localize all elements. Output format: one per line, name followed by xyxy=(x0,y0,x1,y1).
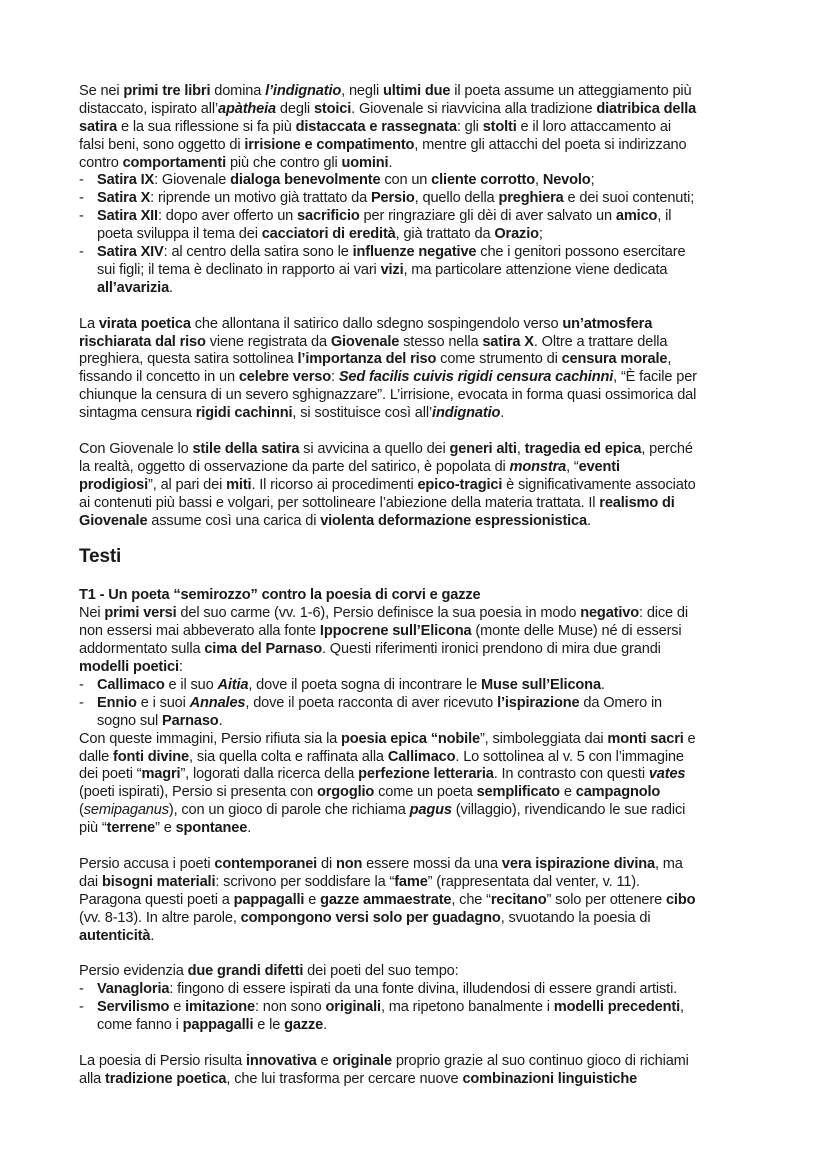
text-run: ; xyxy=(538,226,543,243)
list-item xyxy=(79,190,779,208)
text-run: che allontana il satirico dallo sdegno sospingendolo verso xyxy=(190,315,563,332)
emphasis-text: campagnolo xyxy=(575,784,661,801)
text-run: , perché xyxy=(641,441,693,458)
text-run: ), con un gioco di parole che richiama xyxy=(168,802,410,819)
text-run: sintagma censura xyxy=(79,405,196,422)
emphasis-text: cibo xyxy=(665,891,696,908)
text-run: . xyxy=(169,279,173,296)
text-run: dei poeti del suo tempo: xyxy=(303,963,459,980)
text-run: ”, al pari dei xyxy=(148,476,227,493)
text-run: poeta sviluppa il tema dei xyxy=(97,226,262,243)
text-run: più che contro gli xyxy=(226,154,342,171)
text-line xyxy=(79,513,779,531)
text-line xyxy=(79,477,779,495)
emphasis-text: Nevolo xyxy=(542,172,591,189)
emphasis-text: l’importanza del riso xyxy=(297,351,437,368)
emphasis-text: imitazione xyxy=(185,999,255,1016)
text-run: ”, logorati dalla ricerca della xyxy=(180,766,359,783)
text-run: : Giovenale xyxy=(154,172,231,189)
emphasis-text: perfezione letteraria xyxy=(358,766,494,783)
paragraph xyxy=(79,963,779,1035)
text-run: di xyxy=(317,855,336,872)
text-line xyxy=(79,119,779,137)
emphasis-text: censura morale xyxy=(561,351,668,368)
emphasis-text: stoici xyxy=(313,100,352,117)
emphasis-text: influenze negative xyxy=(352,244,477,261)
text-line xyxy=(79,641,779,659)
emphasis-text: autenticità xyxy=(79,927,151,944)
text-run: ; xyxy=(590,172,595,189)
emphasis-text: Orazio xyxy=(494,226,539,243)
list-item xyxy=(79,172,779,190)
text-run: , che “ xyxy=(451,891,491,908)
emphasis-text: modelli precedenti xyxy=(553,999,681,1016)
text-run: . Giovenale si riavvicina alla tradizione xyxy=(351,100,597,117)
text-run: La poesia di Persio risulta xyxy=(79,1052,246,1069)
text-line xyxy=(79,101,779,119)
text-run: e il suo xyxy=(164,676,218,693)
text-run: , “È facile per xyxy=(613,369,697,386)
emphasis-text: Muse sull’Elicona xyxy=(481,676,601,693)
emphasis-text: epico-tragici xyxy=(417,476,503,493)
text-run: , svuotando la poesia di xyxy=(500,909,651,926)
text-run: non essersi mai abbeverato alla fonte xyxy=(79,623,320,640)
text-run: . xyxy=(150,927,155,944)
text-line xyxy=(79,316,779,334)
text-line xyxy=(79,262,779,280)
emphasis-text: ultimi due xyxy=(382,83,451,99)
emphasis-text: compongono versi solo per guadagno xyxy=(240,909,501,926)
text-run: è significativamente associato xyxy=(502,476,696,493)
text-run: con un xyxy=(380,172,432,189)
bullet-dash: - xyxy=(79,190,84,207)
text-line xyxy=(79,605,779,623)
emphasis-text: apàtheia xyxy=(218,100,277,117)
text-run: La xyxy=(79,315,99,332)
text-run: , xyxy=(516,441,525,458)
emphasis-text: prodigiosi xyxy=(79,476,149,493)
text-run: , sia quella colta e raffinata alla xyxy=(189,748,388,765)
list-item xyxy=(79,981,779,999)
text-line xyxy=(79,1017,779,1035)
text-run: alla xyxy=(79,1070,106,1087)
emphasis-text: modelli poetici xyxy=(79,659,179,676)
emphasis-text: cacciatori di eredità xyxy=(261,226,396,243)
text-run: , mentre gli attacchi del poeta si indirizzano xyxy=(414,136,687,153)
emphasis-text: violenta deformazione espressionistica xyxy=(320,512,587,529)
emphasis-text: recitano xyxy=(490,891,547,908)
section-heading: Testi xyxy=(79,546,122,568)
text-run: e la sua riflessione si fa più xyxy=(117,118,296,135)
text-run: , si sostituisce così all’ xyxy=(292,405,433,422)
emphasis-text: poesia epica “nobile xyxy=(341,730,480,747)
emphasis-text: celebre verso xyxy=(238,369,331,386)
emphasis-text: diatribica della xyxy=(596,100,697,117)
emphasis-text: due grandi difetti xyxy=(187,963,304,980)
list-item xyxy=(79,695,779,713)
emphasis-text: Giovenale xyxy=(330,333,400,350)
text-line xyxy=(79,369,779,387)
text-run: come strumento di xyxy=(436,351,562,368)
text-run: , xyxy=(680,999,684,1016)
text-run: come un poeta xyxy=(374,784,477,801)
emphasis-text: uomini xyxy=(341,154,389,171)
emphasis-text: rischiarata dal riso xyxy=(79,333,206,350)
text-run: e xyxy=(683,730,696,747)
text-run: . xyxy=(600,676,605,693)
emphasis-text: monti sacri xyxy=(607,730,684,747)
paragraph xyxy=(79,1053,779,1089)
bullet-dash: - xyxy=(79,244,84,261)
emphasis-text: pappagalli xyxy=(182,1017,254,1034)
text-run: , xyxy=(535,172,543,189)
emphasis-text: satira X xyxy=(482,333,534,350)
bullet-dash: - xyxy=(79,208,84,225)
text-run: : dice di xyxy=(639,605,688,622)
text-run: , ma ripetono banalmente i xyxy=(380,999,554,1016)
emphasis-text: Annales xyxy=(189,694,246,711)
text-run: proprio grazie al suo continuo gioco di richiami xyxy=(391,1052,689,1069)
text-run: (poeti ispirati), Persio si presenta con xyxy=(79,784,317,801)
emphasis-text: innovativa xyxy=(245,1052,317,1069)
text-run: e xyxy=(559,784,576,801)
text-run: : riprende un motivo già trattato da xyxy=(150,190,371,207)
text-line xyxy=(79,459,779,477)
emphasis-text: Sed facilis cuivis rigidi censura cachinni xyxy=(338,369,614,386)
text-run: addormentato sulla xyxy=(79,641,205,658)
text-line xyxy=(79,387,779,405)
emphasis-text: preghiera xyxy=(498,190,564,207)
text-line xyxy=(79,874,779,892)
emphasis-text: semipaganus xyxy=(83,802,169,819)
text-run: stesso nella xyxy=(399,333,483,350)
text-line xyxy=(79,155,779,173)
text-line xyxy=(79,405,779,423)
text-run: più “ xyxy=(79,820,107,837)
text-run: ” (rappresentata dal venter, v. 11). xyxy=(427,873,640,890)
emphasis-text: all’avarizia xyxy=(97,279,170,296)
emphasis-text: Giovenale xyxy=(79,512,148,529)
text-run: essere mossi da una xyxy=(362,855,502,872)
text-run: (monte delle Muse) né di essersi xyxy=(471,623,682,640)
emphasis-text: monstra xyxy=(509,458,567,475)
emphasis-text: pagus xyxy=(409,802,452,819)
emphasis-text: sacrificio xyxy=(297,208,360,225)
text-run: la realtà, oggetto di osservazione da parte del satirico, è popolata di xyxy=(79,458,510,475)
emphasis-text: pappagalli xyxy=(233,891,305,908)
paragraph xyxy=(79,856,779,945)
list-item xyxy=(79,208,779,226)
text-run: assume così una carica di xyxy=(147,512,321,529)
text-run: sui figli; il tema è declinato in rapporto ai vari xyxy=(97,261,381,278)
emphasis-text: Satira X xyxy=(97,190,151,207)
text-line xyxy=(79,351,779,369)
text-run: , quello della xyxy=(414,190,499,207)
emphasis-text: T1 - Un poeta “semirozzo” contro la poesia di corvi e gazze xyxy=(79,587,481,604)
bullet-dash: - xyxy=(79,981,84,998)
text-run: per ringraziare gli dèi di aver salvato un xyxy=(359,208,616,225)
document-page xyxy=(79,83,779,1107)
text-run: ”, simboleggiata dai xyxy=(479,730,608,747)
text-line xyxy=(79,1053,779,1071)
text-run: , ma particolare attenzione viene dedicata xyxy=(403,261,668,278)
text-run: . Oltre a trattare della xyxy=(533,333,668,350)
text-run: . xyxy=(587,512,591,529)
text-run: Se nei xyxy=(79,83,124,99)
text-line xyxy=(79,802,779,820)
text-run: e le xyxy=(253,1017,285,1034)
bullet-dash: - xyxy=(79,676,84,693)
emphasis-text: Persio xyxy=(370,190,415,207)
text-run: del suo carme (vv. 1-6), Persio definisce la sua poesia in modo xyxy=(176,605,581,622)
emphasis-text: tragedia ed epica xyxy=(524,441,642,458)
text-run: : fingono di essere ispirati da una fonte divina, illudendosi di essere grandi artisti. xyxy=(169,981,678,998)
text-line xyxy=(79,713,779,731)
emphasis-text: primi versi xyxy=(104,605,177,622)
emphasis-text: Ennio xyxy=(97,694,137,711)
text-run: sogno sul xyxy=(97,712,163,729)
text-run: il poeta assume un atteggiamento più xyxy=(450,83,692,99)
emphasis-text: dialoga benevolmente xyxy=(230,172,381,189)
text-run: : al centro della satira sono le xyxy=(163,244,353,261)
text-run: ( xyxy=(79,802,84,819)
emphasis-text: generi alti xyxy=(449,441,517,458)
text-run: . xyxy=(218,712,223,729)
text-line xyxy=(79,910,779,928)
text-run: . xyxy=(247,820,252,837)
emphasis-text: magri xyxy=(141,766,181,783)
emphasis-text: cima del Parnaso xyxy=(204,641,322,658)
paragraph xyxy=(79,587,779,837)
text-run: e xyxy=(316,1052,333,1069)
text-run: : scrivono per soddisfare la “ xyxy=(215,873,395,890)
text-run: (vv. 8-13). In altre parole, xyxy=(79,909,241,926)
subsection-heading xyxy=(79,587,779,605)
paragraph xyxy=(79,441,779,530)
text-run: e dei suoi contenuti; xyxy=(563,190,695,207)
emphasis-text: eventi xyxy=(578,458,620,475)
text-run: , ma xyxy=(654,855,683,872)
text-run: ” e xyxy=(155,820,176,837)
text-run: si avvicina a quello dei xyxy=(299,441,450,458)
text-run: , che lui trasforma per cercare nuove xyxy=(226,1070,463,1087)
text-run: e xyxy=(304,891,321,908)
text-run: : dopo aver offerto un xyxy=(157,208,298,225)
emphasis-text: non xyxy=(335,855,363,872)
emphasis-text: Servilismo xyxy=(97,999,170,1016)
text-run: , dove il poeta sogna di incontrare le xyxy=(248,676,481,693)
text-run: . Lo sottolinea al v. 5 con l’immagine xyxy=(455,748,684,765)
text-line xyxy=(79,83,779,101)
bullet-dash: - xyxy=(79,694,84,711)
text-run: . xyxy=(388,154,393,171)
text-run: Con queste immagini, Persio rifiuta sia la xyxy=(79,730,342,747)
emphasis-text: originale xyxy=(332,1052,392,1069)
paragraph xyxy=(79,316,779,423)
emphasis-text: primi tre libri xyxy=(123,83,211,99)
text-run: Con Giovenale lo xyxy=(79,441,193,458)
text-line xyxy=(79,441,779,459)
text-run: (villaggio), rivendicando le sue radici xyxy=(451,802,686,819)
text-run: . Questi riferimenti ironici prendono di mira due grandi xyxy=(322,641,661,658)
emphasis-text: terrene xyxy=(106,820,156,837)
emphasis-text: satira xyxy=(79,118,118,135)
emphasis-text: realismo di xyxy=(599,494,675,511)
emphasis-text: rigidi cachinni xyxy=(195,405,293,422)
emphasis-text: virata poetica xyxy=(98,315,191,332)
text-line xyxy=(79,623,779,641)
emphasis-text: Satira IX xyxy=(97,172,155,189)
emphasis-text: Satira XII xyxy=(97,208,158,225)
emphasis-text: stile della satira xyxy=(192,441,300,458)
text-line xyxy=(79,1071,779,1089)
emphasis-text: negativo xyxy=(580,605,640,622)
text-run: e il loro attaccamento ai xyxy=(516,118,671,135)
text-run: , xyxy=(667,351,672,368)
text-line xyxy=(79,731,779,749)
emphasis-text: combinazioni linguistiche xyxy=(462,1070,638,1087)
text-run: : non sono xyxy=(254,999,326,1016)
emphasis-text: distaccata e rassegnata xyxy=(295,118,457,135)
text-run: dalle xyxy=(79,748,113,765)
emphasis-text: stolti xyxy=(482,118,517,135)
text-run: da Omero in xyxy=(579,694,663,711)
emphasis-text: amico xyxy=(615,208,658,225)
text-line xyxy=(79,495,779,513)
text-run: , negli xyxy=(341,83,383,99)
text-run: contro xyxy=(79,154,123,171)
emphasis-text: vera ispirazione divina xyxy=(501,855,655,872)
text-run: ” solo per ottenere xyxy=(546,891,666,908)
emphasis-text: originali xyxy=(325,999,381,1016)
text-line xyxy=(79,892,779,910)
text-run: e i suoi xyxy=(136,694,190,711)
text-run: : gli xyxy=(456,118,483,135)
emphasis-text: Callimaco xyxy=(387,748,456,765)
emphasis-text: cliente corrotto xyxy=(431,172,535,189)
emphasis-text: bisogni materiali xyxy=(101,873,216,890)
list-item xyxy=(79,999,779,1017)
text-run: . xyxy=(323,1017,327,1034)
text-run: Paragona questi poeti a xyxy=(79,891,234,908)
text-run: Persio accusa i poeti xyxy=(79,855,215,872)
text-run: falsi beni, sono oggetto di xyxy=(79,136,245,153)
text-run: , già trattato da xyxy=(395,226,495,243)
emphasis-text: Callimaco xyxy=(97,676,165,693)
emphasis-text: Aitia xyxy=(217,676,249,693)
text-run: Nei xyxy=(79,605,105,622)
text-run: viene registrata da xyxy=(205,333,331,350)
text-run: dai xyxy=(79,873,102,890)
text-run: : xyxy=(178,659,183,676)
emphasis-text: l’indignatio xyxy=(265,83,342,99)
text-run: . xyxy=(500,405,505,422)
text-run: distaccato, ispirato all’ xyxy=(79,100,219,117)
text-line xyxy=(79,137,779,155)
emphasis-text: contemporanei xyxy=(214,855,318,872)
emphasis-text: vates xyxy=(648,766,686,783)
text-run: dei poeti “ xyxy=(79,766,142,783)
emphasis-text: spontanee xyxy=(175,820,248,837)
emphasis-text: indignatio xyxy=(432,405,501,422)
text-line xyxy=(79,856,779,874)
emphasis-text: Vanagloria xyxy=(97,981,170,998)
emphasis-text: un’atmosfera xyxy=(562,315,653,332)
emphasis-text: vizi xyxy=(380,261,404,278)
text-run: che i genitori possono esercitare xyxy=(476,244,686,261)
emphasis-text: miti xyxy=(226,476,252,493)
text-line xyxy=(79,766,779,784)
bullet-dash: - xyxy=(79,999,84,1016)
emphasis-text: Ippocrene sull’Elicona xyxy=(319,623,472,640)
emphasis-text: tradizione poetica xyxy=(105,1070,227,1087)
emphasis-text: comportamenti xyxy=(122,154,227,171)
text-run: , il xyxy=(657,208,672,225)
emphasis-text: l’ispirazione xyxy=(497,694,580,711)
text-line xyxy=(79,280,779,298)
emphasis-text: fonti divine xyxy=(113,748,190,765)
text-run: degli xyxy=(276,100,314,117)
emphasis-text: fame xyxy=(394,873,428,890)
paragraph xyxy=(79,83,779,298)
emphasis-text: irrisione e compatimento xyxy=(244,136,415,153)
emphasis-text: Satira XIV xyxy=(97,244,164,261)
text-run: preghiera, questa satira sottolinea xyxy=(79,351,298,368)
emphasis-text: orgoglio xyxy=(317,784,375,801)
text-run: , “ xyxy=(566,458,579,475)
text-run: domina xyxy=(210,83,266,99)
emphasis-text: gazze xyxy=(284,1017,324,1034)
emphasis-text: gazze ammaestrate xyxy=(320,891,452,908)
text-run: : xyxy=(331,369,339,386)
text-run: ai contenuti più bassi e volgari, per sottolineare l’abiezione della materia trattata. Il xyxy=(79,494,600,511)
text-run: come fanno i xyxy=(97,1017,183,1034)
text-line xyxy=(79,659,779,677)
list-item xyxy=(79,244,779,262)
emphasis-text: semplificato xyxy=(476,784,560,801)
text-line xyxy=(79,226,779,244)
list-item xyxy=(79,677,779,695)
text-run: chiunque la censura di un severo sghignazzare”. L’irrisione, evocata in forma quasi ossimorica dal xyxy=(79,387,697,404)
bullet-dash: - xyxy=(79,172,84,189)
text-run: . In contrasto con questi xyxy=(493,766,649,783)
text-run: Persio evidenzia xyxy=(79,963,188,980)
text-line xyxy=(79,820,779,838)
text-line xyxy=(79,963,779,981)
text-line xyxy=(79,784,779,802)
text-line xyxy=(79,749,779,767)
text-run: . Il ricorso ai procedimenti xyxy=(251,476,418,493)
text-line xyxy=(79,334,779,352)
emphasis-text: Parnaso xyxy=(162,712,219,729)
text-run: , dove il poeta racconta di aver ricevuto xyxy=(245,694,498,711)
text-line xyxy=(79,928,779,946)
text-run: e xyxy=(169,999,186,1016)
text-run: fissando il concetto in un xyxy=(79,369,239,386)
